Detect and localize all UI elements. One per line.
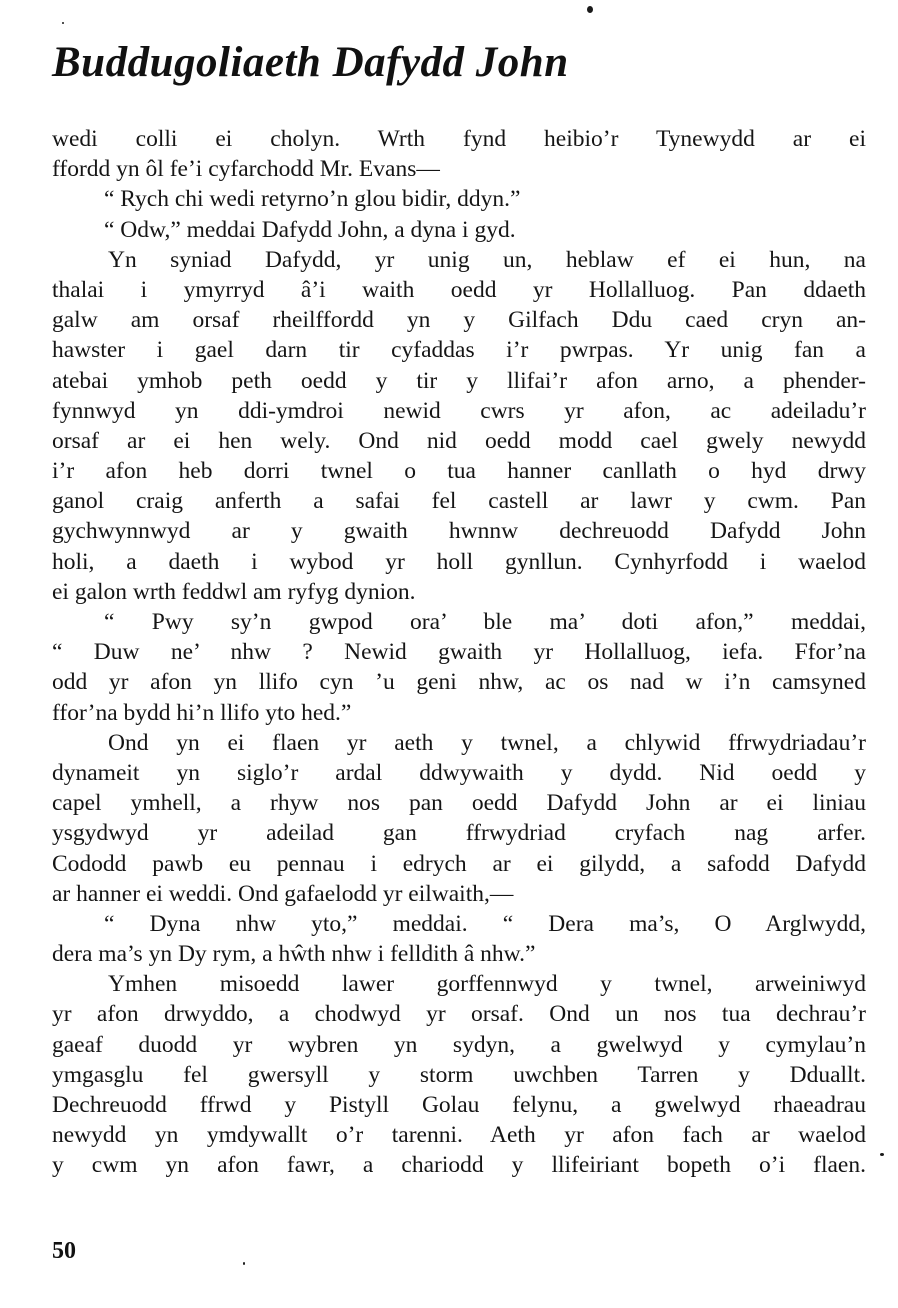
text-line: Dechreuodd ffrwd y Pistyll Golau felynu, a gwelwyd rhaeadrau: [52, 1092, 866, 1118]
text-line: Ond yn ei flaen yr aeth y twnel, a chlywid ffrwydriadau’r: [108, 729, 866, 756]
text-line: yr afon drwyddo, a chodwyd yr orsaf. Ond un nos tua dechrau’r: [52, 1001, 866, 1028]
text-line: “ Duw ne’ nhw ? Newid gwaith yr Hollalluog, iefa. Ffor’na: [52, 639, 866, 666]
text-line: gychwynnwyd ar y gwaith hwnnw dechreuodd Dafydd John: [52, 518, 866, 545]
text-line: wedi colli ei cholyn. Wrth fynd heibio’r Tynewydd ar ei: [52, 126, 866, 152]
text-line: ysgydwyd yr adeilad gan ffrwydriad cryfach nag arfer.: [52, 820, 866, 847]
text-line: “ Rych chi wedi retyrno’n glou bidir, ddyn.”: [104, 186, 521, 213]
text-line: fynnwyd yn ddi-ymdroi newid cwrs yr afon, ac adeiladu’r: [52, 397, 866, 424]
text-line: “ Pwy sy’n gwpod ora’ ble ma’ doti afon,” meddai,: [104, 609, 866, 635]
ink-speck: [587, 6, 593, 13]
text-line: thalai i ymyrryd â’i waith oedd yr Hollalluog. Pan ddaeth: [52, 276, 866, 303]
text-line: Ymhen misoedd lawer gorffennwyd y twnel, arweiniwyd: [108, 971, 866, 998]
text-line: “ Odw,” meddai Dafydd John, a dyna i gyd.: [104, 216, 516, 243]
text-line: odd yr afon yn llifo cyn ’u geni nhw, ac os nad w i’n camsyned: [52, 669, 866, 696]
ink-speck: [880, 1153, 884, 1156]
text-line: ei galon wrth feddwl am ryfyg dynion.: [52, 578, 416, 605]
text-line: dynameit yn siglo’r ardal ddwywaith y dydd. Nid oedd y: [52, 759, 866, 786]
ink-speck: [62, 22, 64, 24]
ink-speck: [243, 1262, 245, 1265]
text-line: ar hanner ei weddi. Ond gafaelodd yr eilwaith,—: [52, 880, 514, 907]
running-title: Buddugoliaeth Dafydd John: [52, 39, 569, 86]
text-line: i’r afon heb dorri twnel o tua hanner canllath o hyd drwy: [52, 458, 866, 485]
text-line: dera ma’s yn Dy rym, a hŵth nhw i felldith â nhw.”: [52, 941, 536, 968]
text-line: newydd yn ymdywallt o’r tarenni. Aeth yr afon fach ar waelod: [52, 1122, 866, 1149]
body-text: [52, 124, 866, 1181]
page-number: 50: [52, 1238, 76, 1264]
text-line: holi, a daeth i wybod yr holl gynllun. Cynhyrfodd i waelod: [52, 548, 866, 575]
text-line: atebai ymhob peth oedd y tir y llifai’r afon arno, a phender-: [52, 367, 866, 394]
text-line: ymgasglu fel gwersyll y storm uwchben Tarren y Dduallt.: [52, 1061, 866, 1088]
text-line: Yn syniad Dafydd, yr unig un, heblaw ef ei hun, na: [108, 246, 866, 273]
text-line: “ Dyna nhw yto,” meddai. “ Dera ma’s, O Arglwydd,: [104, 910, 866, 937]
text-line: y cwm yn afon fawr, a chariodd y llifeiriant bopeth o’i flaen.: [52, 1152, 866, 1179]
text-line: ffor’na bydd hi’n llifo yto hed.”: [52, 699, 352, 726]
text-line: hawster i gael darn tir cyfaddas i’r pwrpas. Yr unig fan a: [52, 337, 866, 364]
text-line: Cododd pawb eu pennau i edrych ar ei gilydd, a safodd Dafydd: [52, 850, 866, 877]
text-line: orsaf ar ei hen wely. Ond nid oedd modd cael gwely newydd: [52, 427, 866, 454]
text-line: gaeaf duodd yr wybren yn sydyn, a gwelwyd y cymylau’n: [52, 1031, 866, 1058]
text-line: ganol craig anferth a safai fel castell ar lawr y cwm. Pan: [52, 488, 866, 515]
text-line: ffordd yn ôl fe’i cyfarchodd Mr. Evans—: [52, 156, 440, 183]
text-line: capel ymhell, a rhyw nos pan oedd Dafydd John ar ei liniau: [52, 790, 866, 817]
text-line: galw am orsaf rheilffordd yn y Gilfach Ddu caed cryn an-: [52, 307, 866, 334]
